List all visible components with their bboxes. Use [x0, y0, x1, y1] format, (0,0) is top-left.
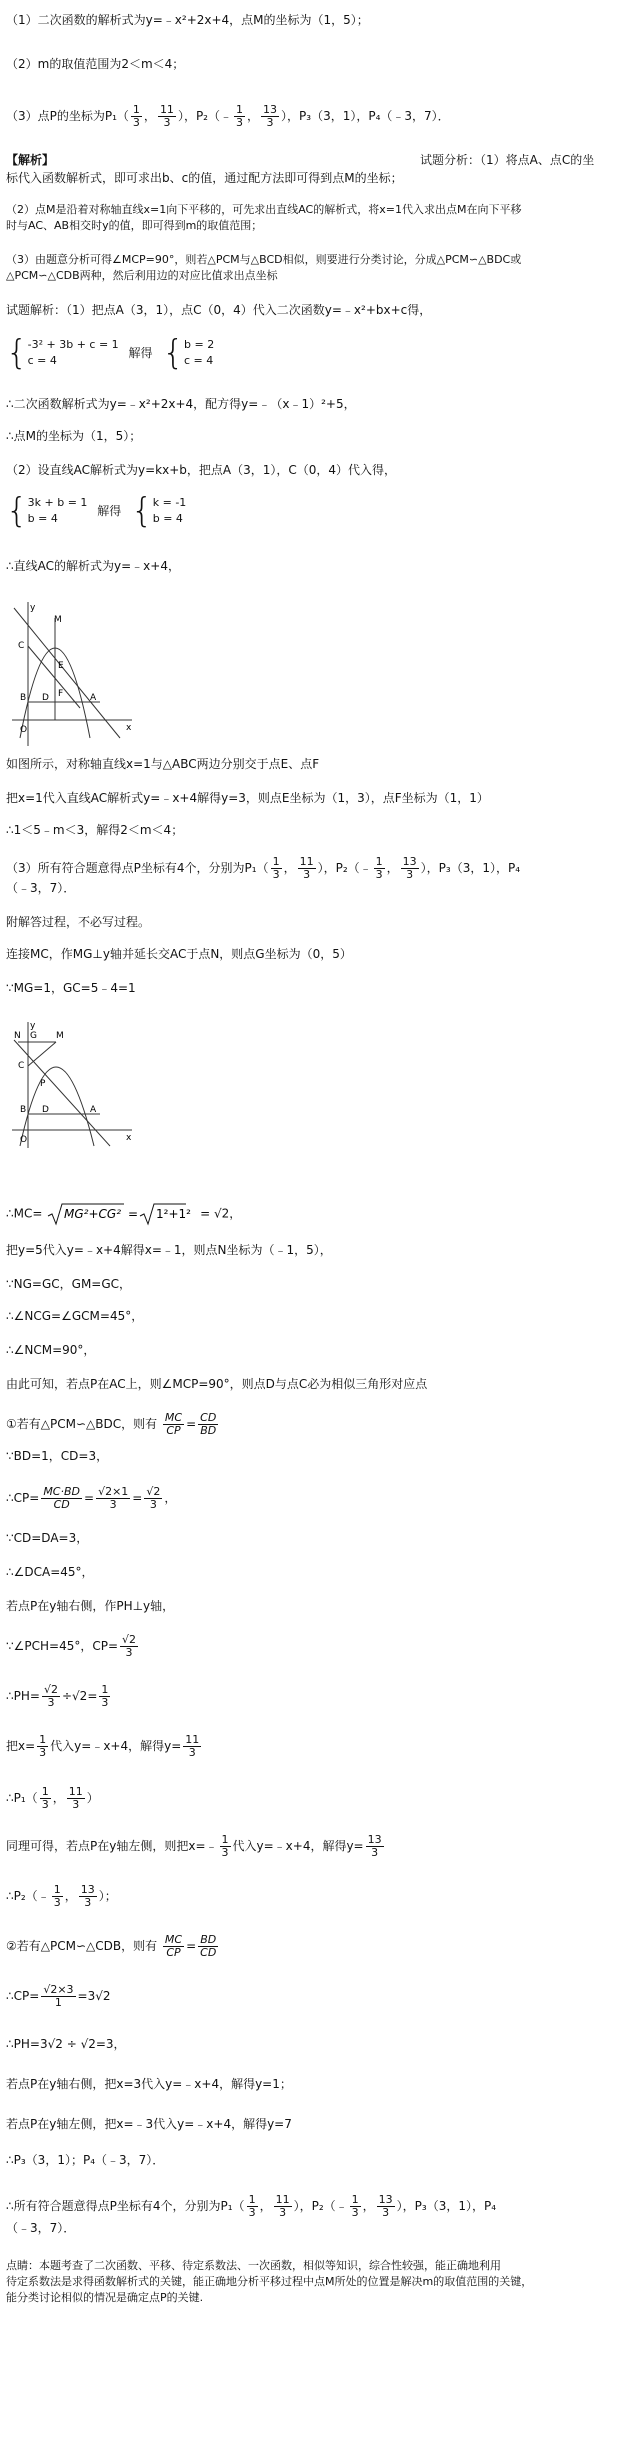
solution-36: ∴P₃（3，1）；P₄（﹣3，7）．	[6, 2153, 165, 2167]
brace-icon: {	[6, 333, 28, 373]
solution-19: ①若有△PCM∽△BDC，则有 $\frac{MC}{CP}$ = $\frac{CD}{BD}$	[6, 1411, 217, 1437]
analysis-p3a: （3）由题意分析可得∠MCP=90°，则若△PCM与△BCD相似，则要进行分类讨论，分成△PCM∽△BDC或	[6, 253, 522, 266]
label-n: N	[14, 1031, 21, 1041]
comment-2: 待定系数法是求得函数解析式的关键，能正确地分析平移过程中点M所处的位置是解决m的取值范围的关键，	[6, 2275, 533, 2288]
solution-5: ∴直线AC的解析式为y=﹣x+4，	[6, 559, 180, 573]
analysis-heading: 【解析】	[6, 153, 55, 167]
label-b: B	[20, 1105, 27, 1115]
solution-4: （2）设直线AC解析式为y=kx+b，把点A（3，1），C（0，4）代入得，	[6, 463, 397, 477]
analysis-p2a: （2）点M是沿着对称轴直线x=1向下平移的，可先求出直线AC的解析式，将x=1代入求出点M在向下平移	[6, 203, 522, 216]
mc-formula	[46, 1202, 196, 1226]
analysis-heading-right: 试题分析：（1）将点A、点C的坐	[420, 153, 595, 167]
comment-3: 能分类讨论相似的情况是确定点P的关键.	[6, 2291, 204, 2304]
answer-2: （2）m的取值范围为2＜m＜4；	[6, 57, 185, 71]
line-ac	[14, 608, 120, 738]
label-b: B	[20, 693, 27, 703]
solution-15: ∵NG=GC，GM=GC，	[6, 1277, 132, 1291]
solution-7: 把x=1代入直线AC解析式y=﹣x+4解得y=3，则点E坐标为（1，3），点F坐标为（1，1）	[6, 791, 489, 805]
solution-35: 若点P在y轴左侧，把x=﹣3代入y=﹣x+4，解得y=7	[6, 2117, 292, 2131]
analysis-p1: 标代入函数解析式，即可求出b、c的值，通过配方法即可得到点M的坐标；	[6, 171, 403, 185]
answer-1: （1）二次函数的解析式为y=﹣x²+2x+4，点M的坐标为（1，5）；	[6, 13, 369, 27]
label-e: E	[58, 661, 64, 671]
solution-34: 若点P在y轴右侧，把x=3代入y=﹣x+4，解得y=1；	[6, 2077, 292, 2091]
solution-10: 附解答过程，不必写过程。	[6, 915, 151, 929]
solution-23: ∴∠DCA=45°，	[6, 1565, 94, 1579]
label-m: M	[56, 1031, 64, 1041]
parabola-figure-2	[10, 1018, 135, 1153]
solution-2: ∴二次函数解析式为y=﹣x²+2x+4，配方得y=﹣（x﹣1）²+5，	[6, 397, 356, 411]
solution-16: ∴∠NCG=∠GCM=45°，	[6, 1309, 144, 1323]
solution-12: ∵MG=1，GC=5﹣4=1	[6, 981, 136, 995]
solution-14: 把y=5代入y=﹣x+4解得x=﹣1，则点N坐标为（﹣1，5），	[6, 1243, 332, 1257]
solution-9b: （﹣3，7）．	[6, 881, 76, 895]
segment	[28, 646, 80, 708]
svg-text:=: =	[128, 1207, 139, 1221]
svg-text:1²+1²: 1²+1²	[156, 1207, 192, 1221]
solution-11: 连接MC，作MG⊥y轴并延长交AC于点N，则点G坐标为（0，5）	[6, 947, 352, 961]
solution-9: （3）所有符合题意得点P坐标有4个，分别为P₁（ $\frac{1}{3}$ ， $\frac{11}{3}$ ），P₂（﹣ $\frac{1}{3}$ ， $\frac{13}{3}$ ），P₃（3，1），P₄	[6, 855, 521, 881]
label-d: D	[42, 693, 49, 703]
label-p: P	[40, 1079, 46, 1089]
answer-3: （3）点P的坐标为P₁（ $\frac{1}{3}$ ， $\frac{11}{3}$ ），P₂（﹣ $\frac{1}{3}$ ， $\frac{13}{3}$ ），P₃（3，1），P₄（﹣3，7）．	[6, 103, 450, 129]
analysis-p2b: 时与AC、AB相交时y的值，即可得到m的取值范围；	[6, 219, 263, 232]
solution-17: ∴∠NCM=90°，	[6, 1343, 96, 1357]
solution-25: ∵∠PCH=45°，CP= $\frac{√2}{3}$	[6, 1633, 137, 1659]
segment-mc	[28, 1042, 56, 1066]
system-2: {3k + b = 1 b = 4 解得 {k = -1 b = 4	[6, 491, 187, 531]
solution-1: 试题解析：（1）把点A（3，1），点C（0，4）代入二次函数y=﹣x²+bx+c得，	[6, 303, 432, 317]
solution-24: 若点P在y轴右侧，作PH⊥y轴，	[6, 1599, 175, 1613]
label-x: x	[126, 723, 132, 733]
label-o: O	[20, 725, 28, 735]
brace-icon: {	[6, 491, 28, 531]
label-o: O	[20, 1135, 28, 1145]
solution-31: ②若有△PCM∽△CDB，则有 $\frac{MC}{CP}$ = $\frac{BD}{CD}$	[6, 1933, 217, 1959]
solution-6: 如图所示，对称轴直线x=1与△ABC两边分别交于点E、点F	[6, 757, 320, 771]
brace-icon: {	[131, 491, 153, 531]
label-y: y	[30, 1021, 36, 1031]
comment-1: 点睛：本题考查了二次函数、平移、待定系数法、一次函数，相似等知识，综合性较强，能正确地利用	[6, 2259, 501, 2272]
solution-3: ∴点M的坐标为（1，5）；	[6, 429, 142, 443]
solution-29: 同理可得，若点P在y轴左侧，则把x=﹣ $\frac{1}{3}$ 代入y=﹣x+4，解得y= $\frac{13}{3}$	[6, 1833, 382, 1859]
label-f: F	[58, 689, 64, 699]
solution-33: ∴PH=3√2 ÷ √2=3，	[6, 2037, 126, 2051]
solution-32: ∴CP= $\frac{√2\times 3}{1}$ =3√2	[6, 1983, 111, 2009]
label-a: A	[90, 1105, 97, 1115]
label-m: M	[54, 615, 62, 625]
solution-26: ∴PH= $\frac{√2}{3}$ ÷√2= $\frac{1}{3}$	[6, 1683, 109, 1709]
solution-37b: （﹣3，7）．	[6, 2221, 76, 2235]
solution-20: ∵BD=1，CD=3，	[6, 1449, 109, 1463]
solution-27: 把x= $\frac{1}{3}$ 代入y=﹣x+4，解得y= $\frac{11}{3}$	[6, 1733, 200, 1759]
parabola-curve	[20, 1067, 94, 1146]
solution-37: ∴所有符合题意得点P坐标有4个，分别为P₁（ $\frac{1}{3}$ ， $\frac{11}{3}$ ），P₂（﹣ $\frac{1}{3}$ ， $\frac{13}{3}$ ），P₃（3，1），P₄	[6, 2193, 497, 2219]
solution-30: ∴P₂（﹣ $\frac{1}{3}$ ， $\frac{13}{3}$ ）；	[6, 1883, 117, 1909]
analysis-p3b: △PCM∽△CDB两种，然后利用边的对应比值求出点坐标	[6, 269, 278, 282]
solution-18: 由此可知，若点P在AC上，则∠MCP=90°，则点D与点C必为相似三角形对应点	[6, 1377, 428, 1391]
label-y: y	[30, 603, 36, 613]
parabola-figure-1	[10, 598, 135, 748]
svg-text:MG²+CG²: MG²+CG²	[64, 1207, 122, 1221]
solution-21: ∴CP= $\frac{MC\cdot BD}{CD}$ = $\frac{√2\times 1}{3}$ = $\frac{√2}{3}$ ，	[6, 1485, 177, 1511]
brace-icon: {	[162, 333, 184, 373]
label-a: A	[90, 693, 97, 703]
system-1: {-3² + 3b + c = 1 c = 4 解得 {b = 2 c = 4	[6, 333, 215, 373]
solution-8: ∴1＜5﹣m＜3，解得2＜m＜4；	[6, 823, 184, 837]
label-g: G	[30, 1031, 37, 1041]
label-c: C	[18, 641, 25, 651]
label-d: D	[42, 1105, 49, 1115]
solution-13: ∴MC= MG²+CG² = 1²+1² = √2，	[6, 1202, 241, 1226]
label-c: C	[18, 1061, 25, 1071]
label-x: x	[126, 1133, 132, 1143]
solution-22: ∵CD=DA=3，	[6, 1531, 89, 1545]
solution-28: ∴P₁（ $\frac{1}{3}$ ， $\frac{11}{3}$ ）	[6, 1785, 99, 1811]
